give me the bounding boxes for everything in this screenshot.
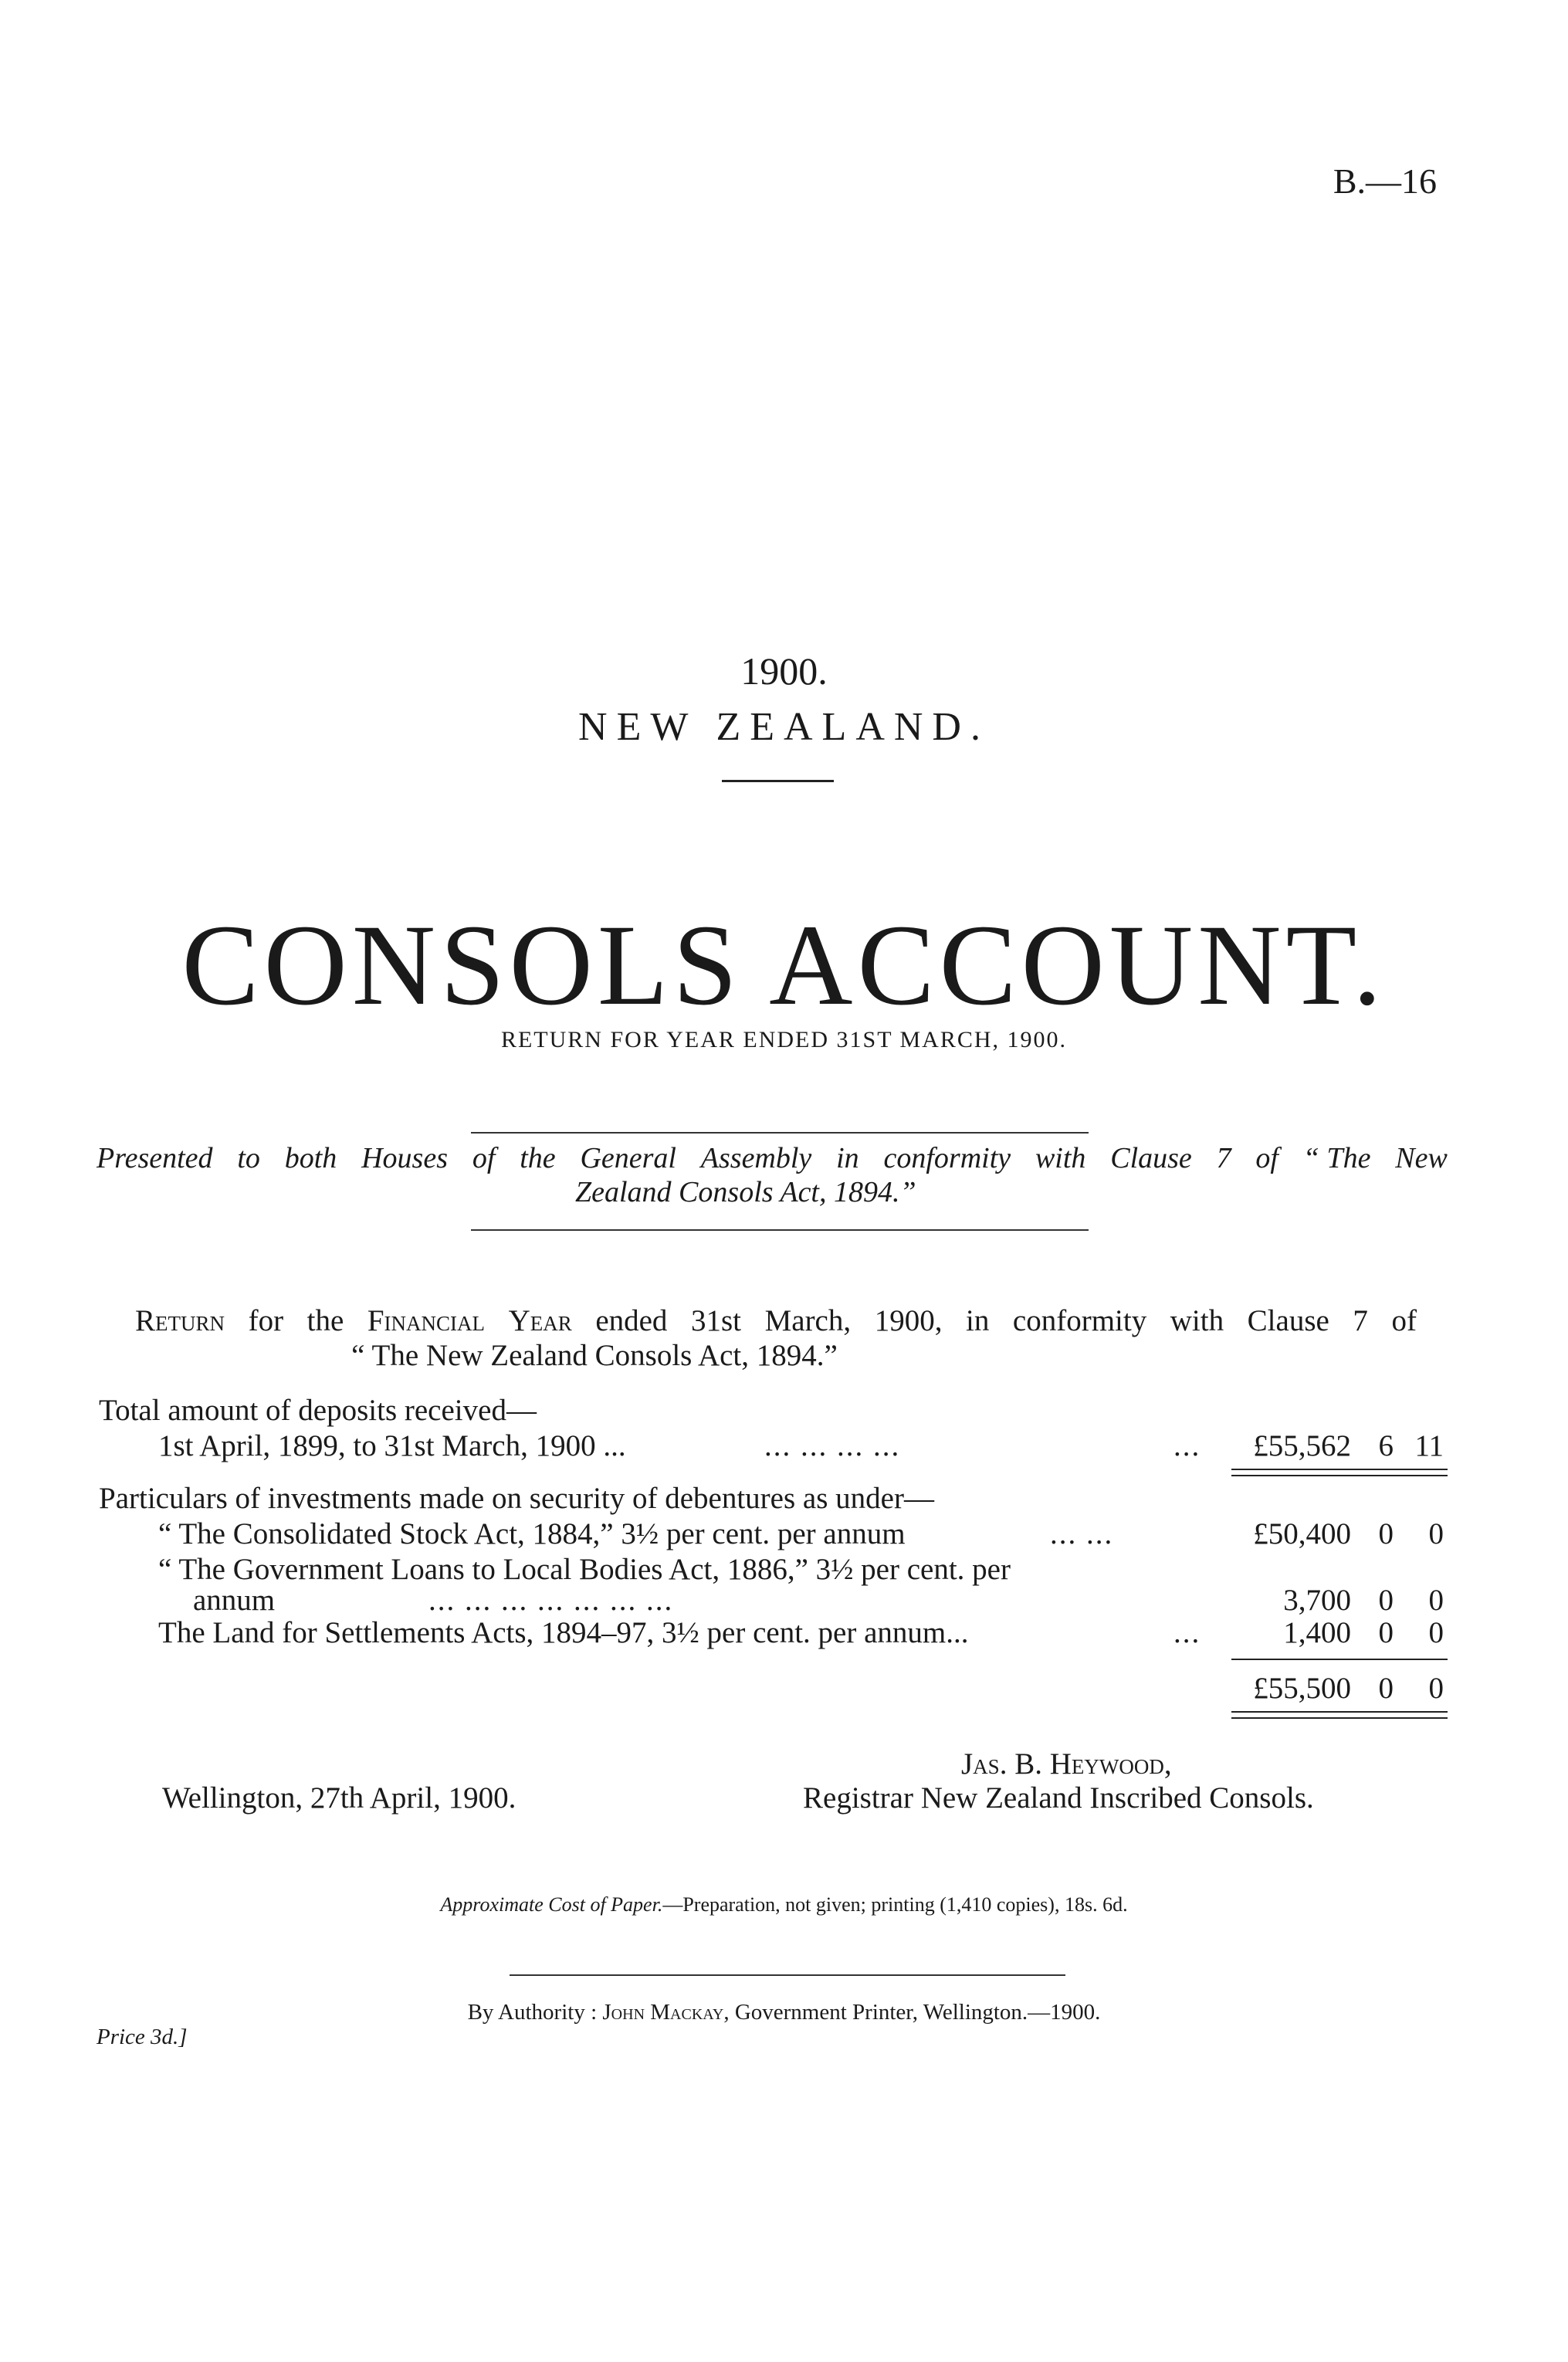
word: ended (595, 1304, 668, 1337)
investment-item-text: “ The Consolidated Stock Act, 1884,” 3½ per cent. per annum (158, 1517, 906, 1550)
word: the (520, 1142, 556, 1174)
deposits-pounds: £55,562 (1253, 1429, 1351, 1462)
word: in (966, 1304, 990, 1337)
leader-dots: ... ... (1050, 1517, 1114, 1550)
session-year: 1900. (740, 649, 828, 693)
divider (722, 780, 834, 782)
word: Financial (367, 1304, 486, 1337)
word: March, (764, 1304, 852, 1337)
word: for (248, 1304, 284, 1337)
word: Clause (1110, 1142, 1192, 1174)
word: with (1170, 1304, 1224, 1337)
word: to (237, 1142, 260, 1174)
presented-line-2: Zealand Consols Act, 1894.” (575, 1176, 916, 1208)
investment-item-text: The Land for Settlements Acts, 1894–97, 3½ per cent. per annum... (158, 1616, 969, 1649)
cost-text: —Preparation, not given; printing (1,410 copies), 18s. 6d. (662, 1893, 1128, 1916)
word: with (1035, 1142, 1086, 1174)
printer-imprint (0, 2000, 1568, 2025)
investment-pence: 0 (1428, 1616, 1444, 1649)
document-reference: B.—16 (1333, 161, 1437, 201)
signatory-name: Jas. B. Heywood, (961, 1747, 1172, 1781)
investment-item-text: “ The Government Loans to Local Bodies Act, 1886,” 3½ per cent. per (158, 1553, 1011, 1586)
presented-line-1 (97, 1141, 1448, 1175)
investment-item-text-continued: annum (193, 1584, 276, 1617)
word: conformity (1012, 1304, 1147, 1337)
divider (471, 1132, 1089, 1134)
investment-shillings: 0 (1378, 1584, 1394, 1617)
country-heading: NEW ZEALAND. (578, 705, 990, 749)
return-heading-line-2: “ The New Zealand Consols Act, 1894.” (351, 1339, 838, 1372)
leader-dots: ... ... ... ... ... ... ... (428, 1584, 674, 1617)
word: 7 (1216, 1142, 1231, 1174)
investment-pence: 0 (1428, 1584, 1444, 1617)
investment-pounds: £50,400 (1253, 1517, 1351, 1550)
total-shillings: 0 (1378, 1672, 1394, 1705)
leader-dots: ... ... ... ... (764, 1429, 901, 1462)
double-rule (1231, 1469, 1448, 1476)
word: conformity (883, 1142, 1011, 1174)
divider (471, 1229, 1089, 1231)
word: Return (135, 1304, 225, 1337)
price: Price 3d.] (97, 2025, 188, 2049)
authority-suffix: , Government Printer, Wellington.—1900. (723, 2000, 1101, 2025)
cost-label: Approximate Cost of Paper. (440, 1893, 663, 1916)
investment-pence: 0 (1428, 1517, 1444, 1550)
word: the (306, 1304, 344, 1337)
single-rule (1231, 1659, 1448, 1660)
place-date: Wellington, 27th April, 1900. (162, 1781, 516, 1815)
double-rule (1231, 1711, 1448, 1719)
word: 31st (691, 1304, 742, 1337)
presented-note (97, 1141, 1448, 1209)
investment-pounds: 1,400 (1283, 1616, 1351, 1649)
word: of (472, 1142, 496, 1174)
cost-note (0, 1893, 1568, 1916)
deposits-shillings: 6 (1378, 1429, 1394, 1462)
investments-heading: Particulars of investments made on security of debentures as under— (99, 1482, 934, 1515)
total-pence: 0 (1428, 1672, 1444, 1705)
word: of (1391, 1304, 1417, 1337)
signatory-title: Registrar New Zealand Inscribed Consols. (803, 1781, 1314, 1815)
word: 1900, (874, 1304, 943, 1337)
investment-shillings: 0 (1378, 1517, 1394, 1550)
word: Assembly (700, 1142, 812, 1174)
investment-pounds: 3,700 (1283, 1584, 1351, 1617)
word: in (836, 1142, 859, 1174)
document-title: CONSOLS ACCOUNT. (181, 901, 1387, 1029)
leader-dots: ... (1173, 1429, 1201, 1462)
document-subtitle: RETURN FOR YEAR ENDED 31ST MARCH, 1900. (500, 1027, 1068, 1052)
word: Clause (1247, 1304, 1329, 1337)
deposits-period: 1st April, 1899, to 31st March, 1900 ... (158, 1429, 626, 1462)
leader-dots: ... (1173, 1616, 1201, 1649)
total-pounds: £55,500 (1253, 1672, 1351, 1705)
authority-prefix: By Authority : (467, 2000, 603, 2025)
word: 7 (1353, 1304, 1368, 1337)
printer-name: John Mackay (602, 2000, 724, 2025)
deposits-heading: Total amount of deposits received— (99, 1394, 537, 1427)
deposits-pence: 11 (1414, 1429, 1444, 1462)
word: New (1395, 1142, 1448, 1174)
word: both (284, 1142, 337, 1174)
investment-shillings: 0 (1378, 1616, 1394, 1649)
word: Year (508, 1304, 572, 1337)
word: Houses (361, 1142, 448, 1174)
word: Presented (97, 1142, 213, 1174)
word: “ The (1302, 1142, 1371, 1174)
word: of (1255, 1142, 1278, 1174)
divider (510, 1974, 1065, 1976)
return-heading-line-1 (135, 1303, 1417, 1338)
word: General (580, 1142, 676, 1174)
